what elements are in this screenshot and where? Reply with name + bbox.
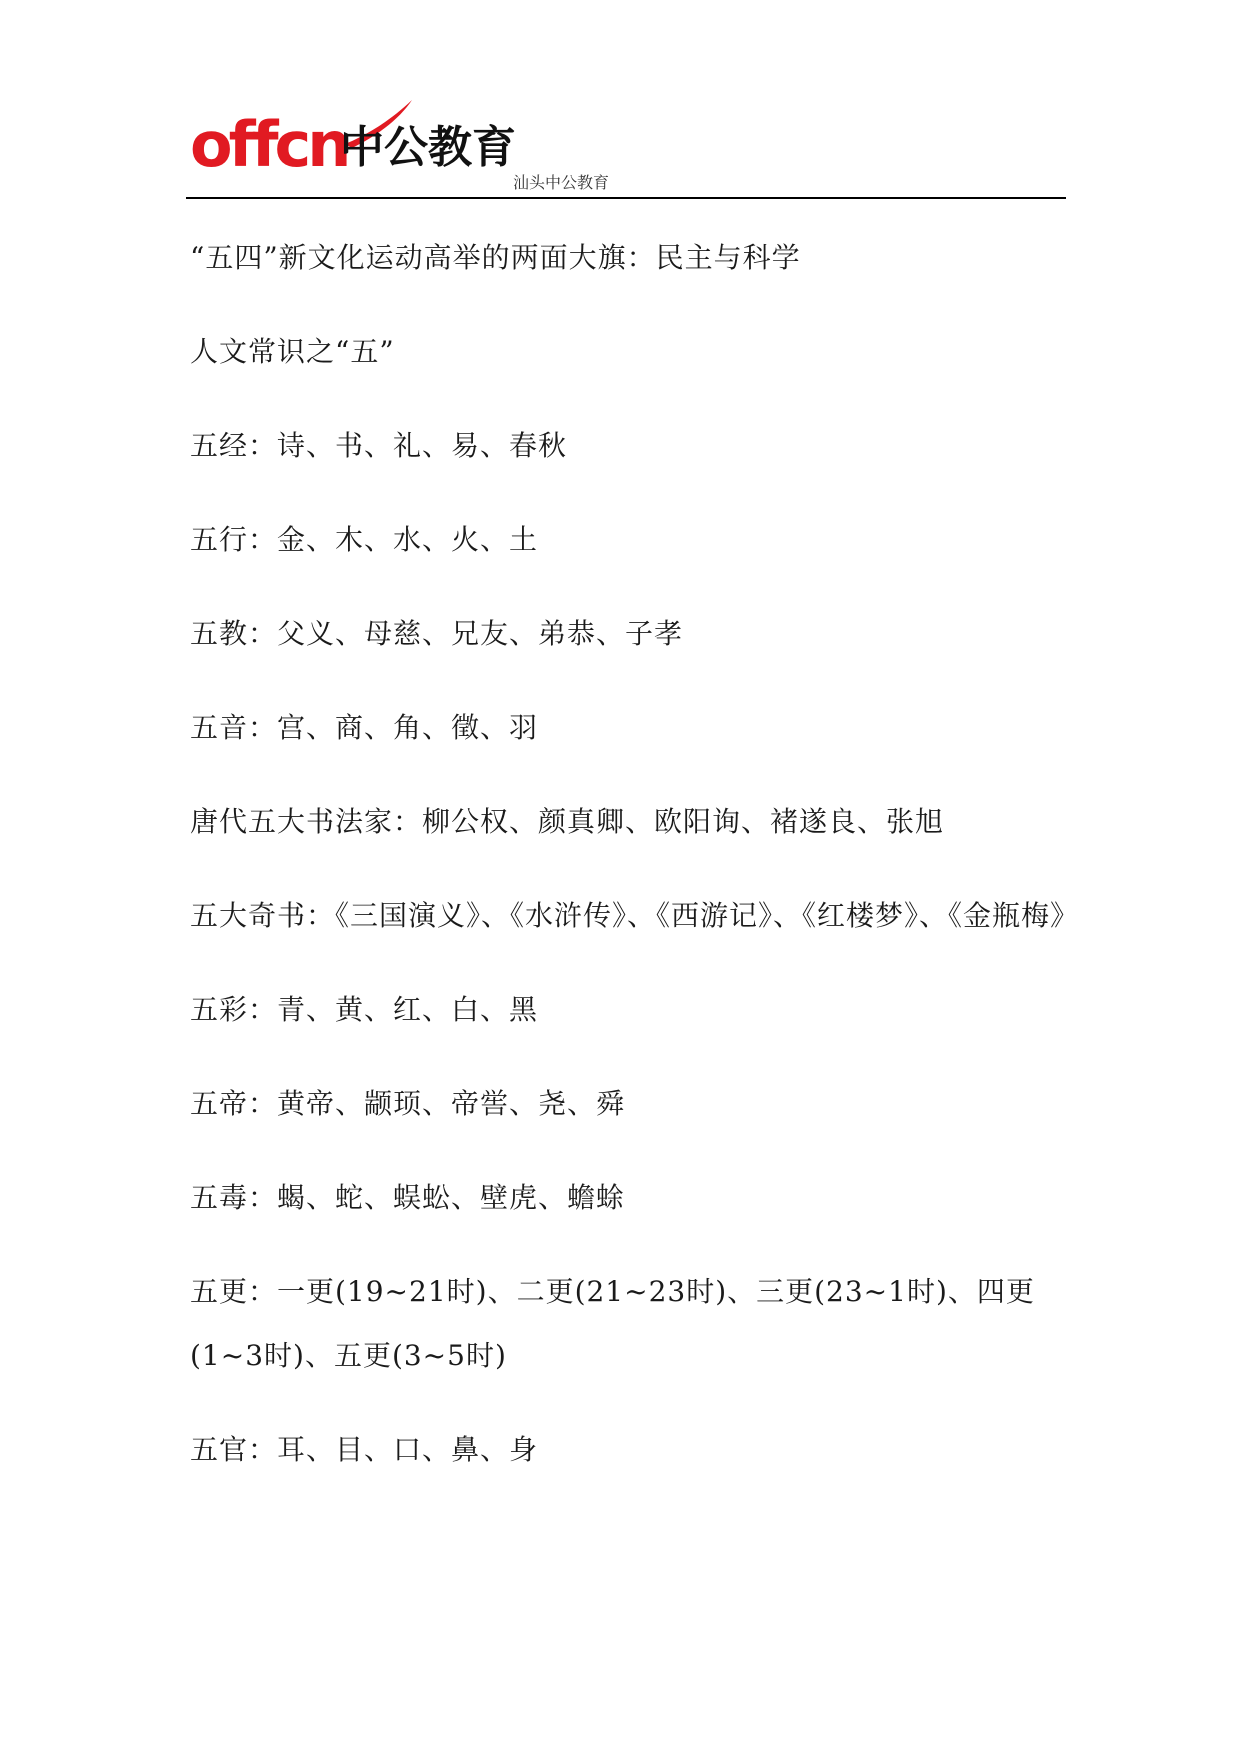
sub-brand-label: 汕头中公教育 [513, 173, 610, 192]
logo-latin-text: offcn [190, 108, 348, 181]
logo-cn-text: 中公教育 [340, 122, 516, 173]
paragraph-five-poisons: 五毒：蝎、蛇、蜈蚣、壁虎、蟾蜍 [190, 1181, 626, 1214]
paragraph-five-colors: 五彩：青、黄、红、白、黑 [190, 993, 539, 1026]
paragraph-five-tones: 五音：宫、商、角、徵、羽 [190, 711, 539, 744]
paragraph-heading-five: 人文常识之“五” [190, 335, 395, 368]
page-header [190, 96, 1065, 200]
paragraph-five-elements: 五行：金、木、水、火、土 [190, 523, 539, 556]
paragraph-five-emperors: 五帝：黄帝、颛顼、帝喾、尧、舜 [190, 1087, 626, 1120]
paragraph-five-senses: 五官：耳、目、口、鼻、身 [190, 1433, 539, 1466]
paragraph-five-novels: 五大奇书：《三国演义》、《水浒传》、《西游记》、《红楼梦》、《金瓶梅》 [190, 899, 1080, 932]
header-divider [186, 197, 1066, 199]
paragraph-calligraphers: 唐代五大书法家：柳公权、颜真卿、欧阳询、褚遂良、张旭 [190, 805, 945, 838]
document-body [190, 226, 1080, 1512]
paragraph-may-fourth: “五四”新文化运动高举的两面大旗：民主与科学 [190, 241, 801, 274]
paragraph-five-watches: 五更：一更(19~21时)、二更(21~23时)、三更(23~1时)、四更(1~3时)、五更(3~5时) [190, 1275, 1035, 1372]
paragraph-five-teachings: 五教：父义、母慈、兄友、弟恭、子孝 [190, 617, 684, 650]
paragraph-five-classics: 五经：诗、书、礼、易、春秋 [190, 429, 568, 462]
